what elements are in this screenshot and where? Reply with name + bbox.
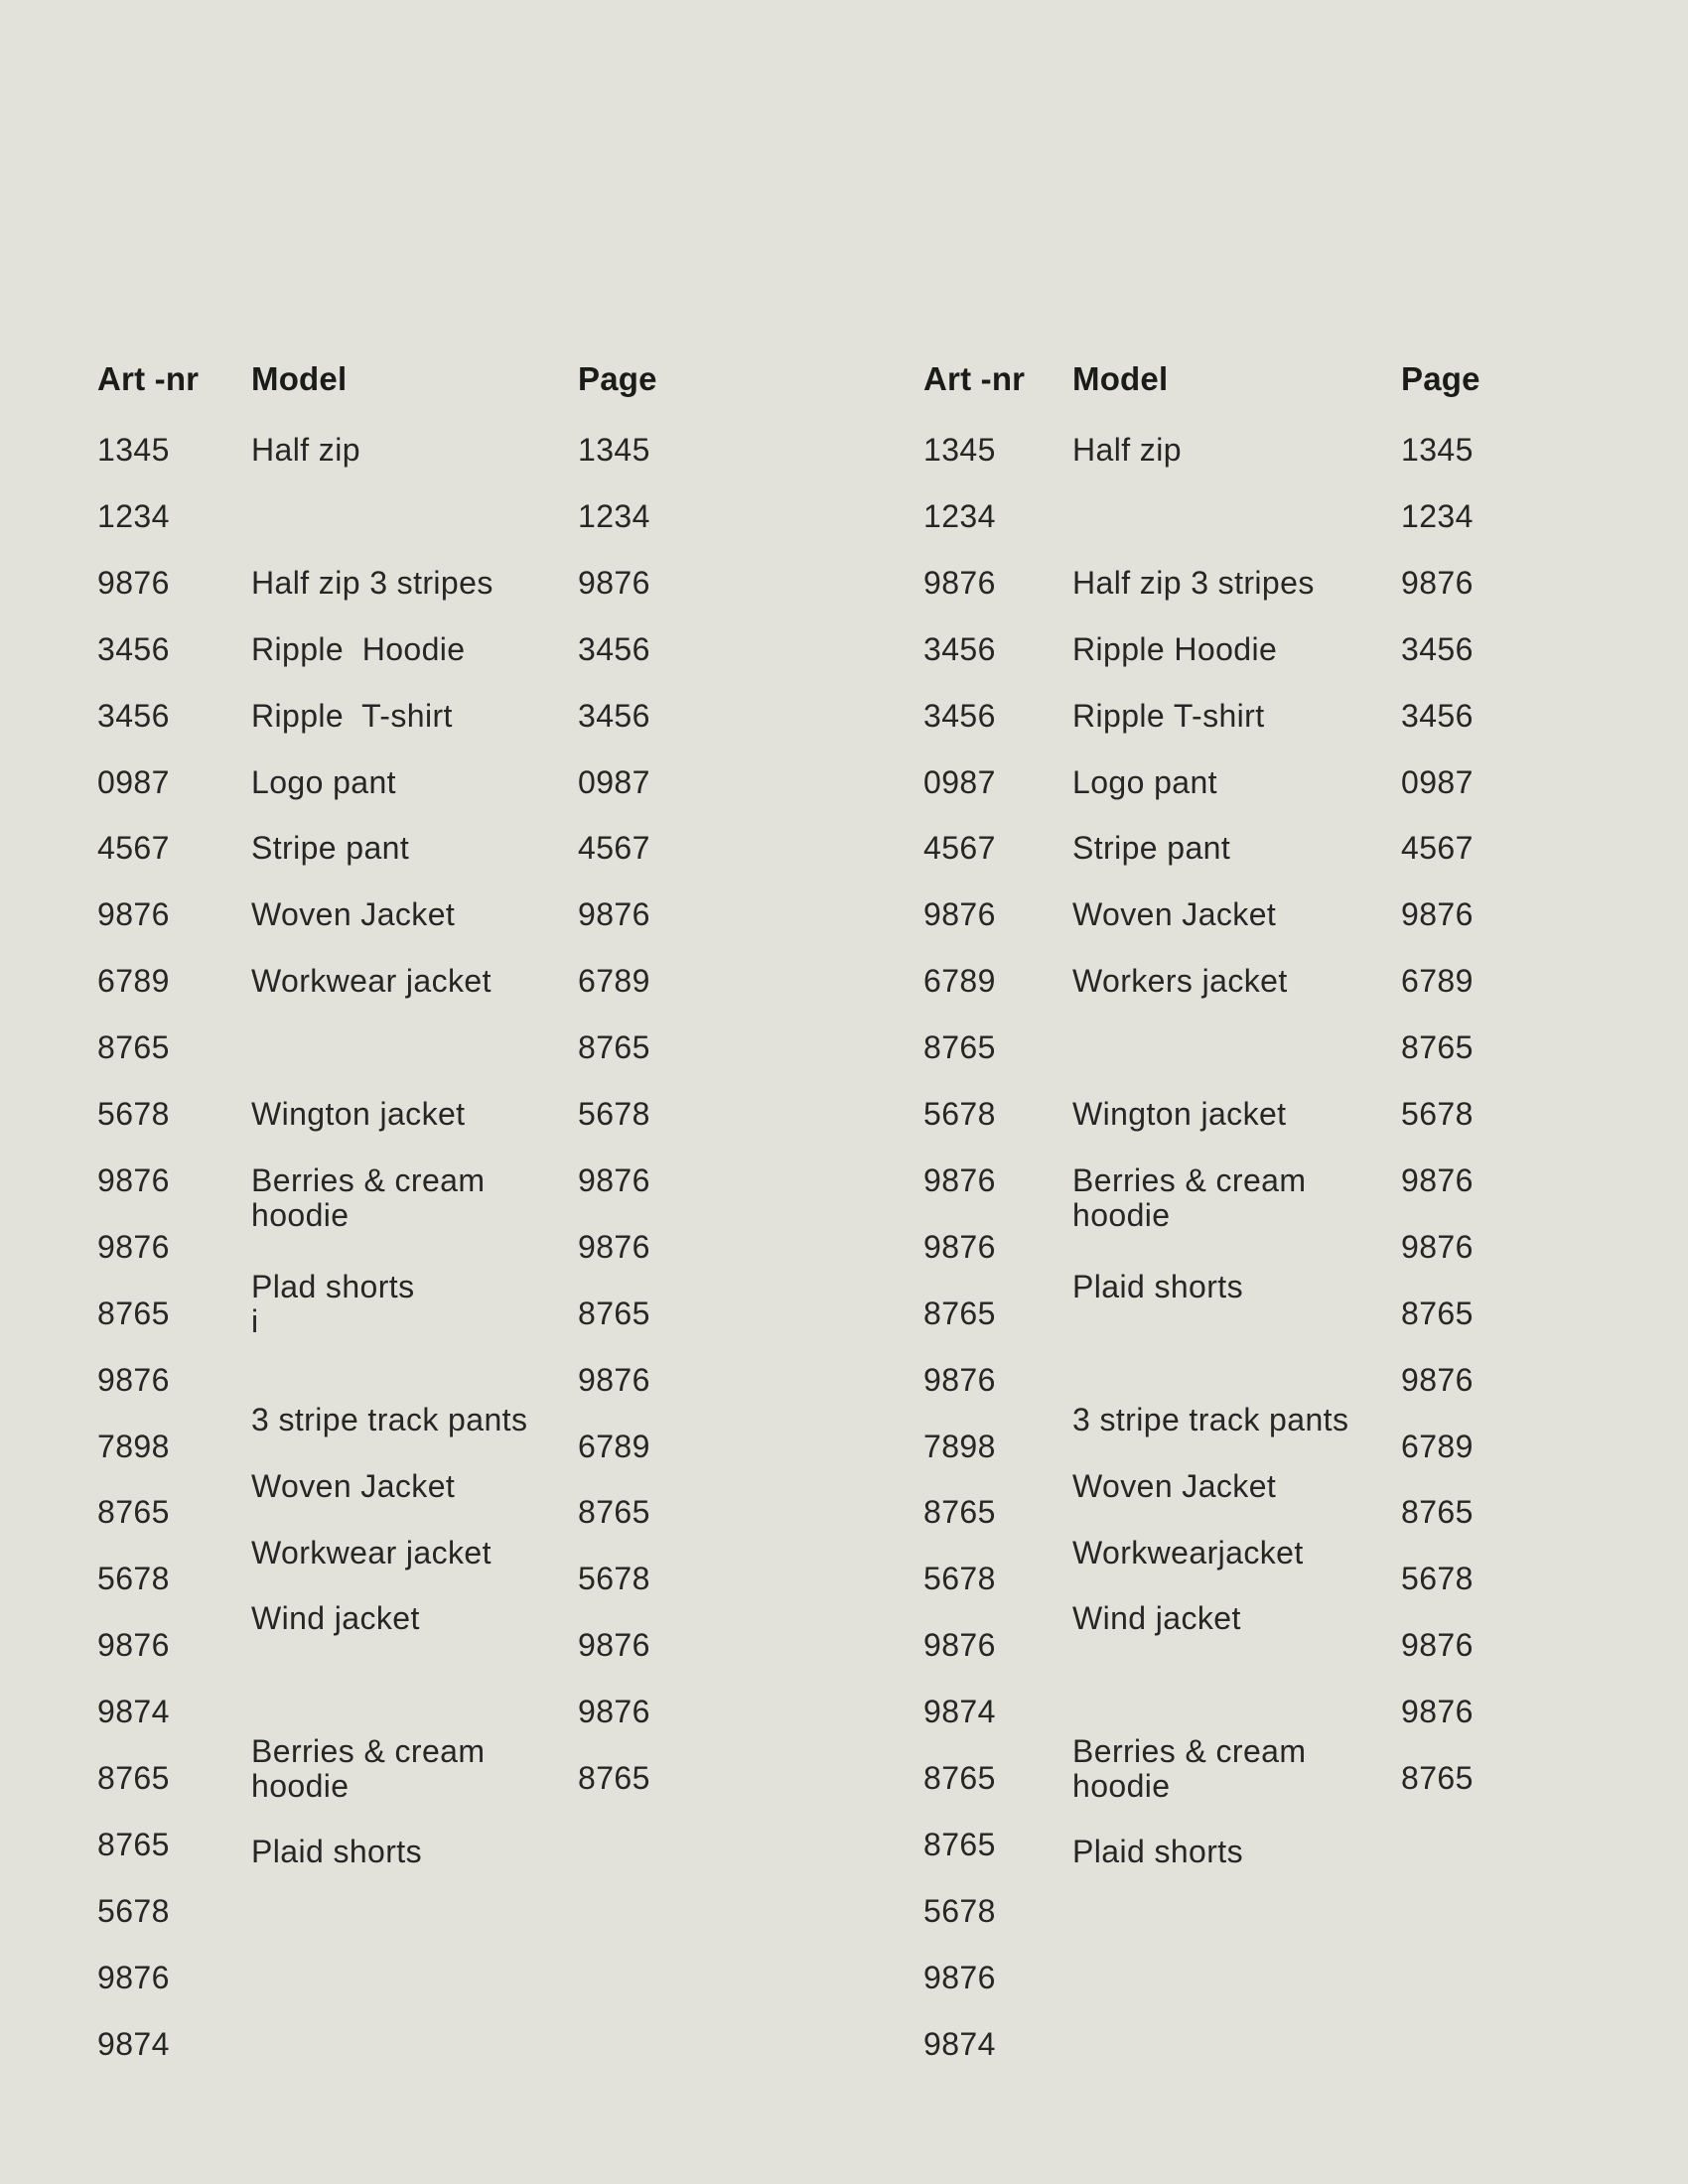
page-cell: 8765 bbox=[1401, 1494, 1474, 1530]
model-cell: hoodie bbox=[1072, 1197, 1171, 1233]
page-cell: 8765 bbox=[578, 1494, 650, 1530]
artnr-cell: 9876 bbox=[923, 896, 996, 932]
model-cell: hoodie bbox=[251, 1768, 350, 1804]
model-cell: Wington jacket bbox=[1072, 1096, 1287, 1132]
artnr-cell: 9874 bbox=[97, 1694, 170, 1729]
artnr-cell: 3456 bbox=[923, 698, 996, 734]
model-cell: Wington jacket bbox=[251, 1096, 466, 1132]
artnr-cell: 9876 bbox=[97, 1362, 170, 1398]
model-cell: Half zip bbox=[1072, 432, 1182, 468]
artnr-cell: 8765 bbox=[97, 1296, 170, 1331]
artnr-cell: 8765 bbox=[923, 1296, 996, 1331]
artnr-cell: 5678 bbox=[97, 1561, 170, 1596]
column-header-artnr: Art -nr bbox=[97, 360, 200, 397]
model-cell: Woven Jacket bbox=[1072, 896, 1277, 932]
page-cell: 5678 bbox=[578, 1096, 650, 1132]
page-cell: 8765 bbox=[578, 1296, 650, 1331]
page-cell: 8765 bbox=[578, 1029, 650, 1065]
page-cell: 5678 bbox=[1401, 1561, 1474, 1596]
model-cell: Plaid shorts bbox=[1072, 1834, 1243, 1869]
page-cell: 9876 bbox=[578, 565, 650, 601]
page-cell: 8765 bbox=[1401, 1029, 1474, 1065]
page-cell: 6789 bbox=[578, 963, 650, 999]
column-header-artnr: Art -nr bbox=[923, 360, 1026, 397]
artnr-cell: 4567 bbox=[97, 830, 170, 866]
artnr-cell: 8765 bbox=[923, 1494, 996, 1530]
model-cell: Workwear jacket bbox=[251, 1535, 492, 1570]
page-cell: 9876 bbox=[578, 1362, 650, 1398]
artnr-cell: 9876 bbox=[97, 1627, 170, 1663]
model-cell: hoodie bbox=[1072, 1768, 1171, 1804]
artnr-cell: 9874 bbox=[923, 2026, 996, 2062]
artnr-cell: 5678 bbox=[923, 1893, 996, 1929]
page-cell: 3456 bbox=[578, 698, 650, 734]
page-cell: 9876 bbox=[1401, 1162, 1474, 1198]
artnr-cell: 8765 bbox=[97, 1029, 170, 1065]
model-cell: Half zip 3 stripes bbox=[1072, 565, 1315, 601]
model-cell: Ripple T-shirt bbox=[251, 698, 453, 734]
model-cell: Ripple T-shirt bbox=[1072, 698, 1265, 734]
page-cell: 3456 bbox=[1401, 698, 1474, 734]
page-cell: 9876 bbox=[1401, 1627, 1474, 1663]
column-header-model: Model bbox=[251, 360, 348, 397]
artnr-cell: 8765 bbox=[923, 1760, 996, 1796]
artnr-cell: 3456 bbox=[97, 698, 170, 734]
artnr-cell: 6789 bbox=[97, 963, 170, 999]
model-cell: Berries & cream bbox=[1072, 1162, 1307, 1198]
page-cell: 8765 bbox=[578, 1760, 650, 1796]
artnr-cell: 7898 bbox=[97, 1429, 170, 1464]
model-cell: Plad shorts bbox=[251, 1269, 415, 1304]
model-cell: Stripe pant bbox=[251, 830, 410, 866]
page-cell: 1345 bbox=[578, 432, 650, 468]
page-cell: 8765 bbox=[1401, 1760, 1474, 1796]
artnr-cell: 3456 bbox=[923, 631, 996, 667]
page-cell: 1345 bbox=[1401, 432, 1474, 468]
model-cell: Half zip bbox=[251, 432, 360, 468]
column-header-model: Model bbox=[1072, 360, 1169, 397]
model-cell: Workwear jacket bbox=[251, 963, 492, 999]
artnr-cell: 8765 bbox=[923, 1029, 996, 1065]
page-cell: 4567 bbox=[1401, 830, 1474, 866]
artnr-cell: 1234 bbox=[923, 498, 996, 534]
artnr-cell: 0987 bbox=[923, 764, 996, 800]
artnr-cell: 9874 bbox=[923, 1694, 996, 1729]
artnr-cell: 9874 bbox=[97, 2026, 170, 2062]
model-cell: Workers jacket bbox=[1072, 963, 1288, 999]
artnr-cell: 4567 bbox=[923, 830, 996, 866]
artnr-cell: 9876 bbox=[923, 1229, 996, 1265]
model-cell: Berries & cream bbox=[1072, 1733, 1307, 1769]
artnr-cell: 9876 bbox=[97, 1162, 170, 1198]
artnr-cell: 9876 bbox=[923, 1627, 996, 1663]
page-cell: 0987 bbox=[578, 764, 650, 800]
artnr-cell: 8765 bbox=[97, 1827, 170, 1862]
artnr-cell: 9876 bbox=[97, 896, 170, 932]
page-cell: 3456 bbox=[578, 631, 650, 667]
artnr-cell: 5678 bbox=[97, 1096, 170, 1132]
model-cell: Plaid shorts bbox=[1072, 1269, 1243, 1304]
page-cell: 9876 bbox=[1401, 565, 1474, 601]
page-cell: 5678 bbox=[578, 1561, 650, 1596]
model-cell: Wind jacket bbox=[1072, 1600, 1241, 1636]
model-cell: Woven Jacket bbox=[251, 896, 456, 932]
model-cell: Stripe pant bbox=[1072, 830, 1231, 866]
model-cell: Plaid shorts bbox=[251, 1834, 422, 1869]
page-cell: 9876 bbox=[578, 1162, 650, 1198]
artnr-cell: 5678 bbox=[923, 1096, 996, 1132]
page-cell: 9876 bbox=[1401, 1694, 1474, 1729]
artnr-cell: 9876 bbox=[97, 1229, 170, 1265]
model-cell: Berries & cream bbox=[251, 1733, 486, 1769]
artnr-cell: 8765 bbox=[97, 1494, 170, 1530]
page-cell: 9876 bbox=[578, 1694, 650, 1729]
page-cell: 9876 bbox=[1401, 1362, 1474, 1398]
model-cell: Berries & cream bbox=[251, 1162, 486, 1198]
artnr-cell: 9876 bbox=[923, 565, 996, 601]
model-cell: Half zip 3 stripes bbox=[251, 565, 493, 601]
model-cell: Logo pant bbox=[1072, 764, 1217, 800]
model-cell: Woven Jacket bbox=[1072, 1468, 1277, 1504]
artnr-cell: 9876 bbox=[97, 1960, 170, 1995]
model-cell: Wind jacket bbox=[251, 1600, 420, 1636]
page-cell: 9876 bbox=[1401, 896, 1474, 932]
artnr-cell: 6789 bbox=[923, 963, 996, 999]
page-cell: 0987 bbox=[1401, 764, 1474, 800]
model-cell: Ripple Hoodie bbox=[1072, 631, 1278, 667]
page-cell: 4567 bbox=[578, 830, 650, 866]
model-cell: 3 stripe track pants bbox=[1072, 1402, 1349, 1437]
artnr-cell: 1234 bbox=[97, 498, 170, 534]
artnr-cell: 9876 bbox=[97, 565, 170, 601]
page-cell: 6789 bbox=[578, 1429, 650, 1464]
artnr-cell: 3456 bbox=[97, 631, 170, 667]
artnr-cell: 0987 bbox=[97, 764, 170, 800]
column-header-page: Page bbox=[578, 360, 657, 397]
model-cell: i bbox=[251, 1303, 259, 1339]
page-cell: 9876 bbox=[578, 1627, 650, 1663]
artnr-cell: 5678 bbox=[923, 1561, 996, 1596]
page-cell: 1234 bbox=[1401, 498, 1474, 534]
page-cell: 6789 bbox=[1401, 963, 1474, 999]
artnr-cell: 7898 bbox=[923, 1429, 996, 1464]
artnr-cell: 9876 bbox=[923, 1162, 996, 1198]
model-cell: Workwearjacket bbox=[1072, 1535, 1304, 1570]
artnr-cell: 1345 bbox=[923, 432, 996, 468]
model-cell: Logo pant bbox=[251, 764, 396, 800]
page-cell: 3456 bbox=[1401, 631, 1474, 667]
artnr-cell: 9876 bbox=[923, 1960, 996, 1995]
artnr-cell: 5678 bbox=[97, 1893, 170, 1929]
artnr-cell: 1345 bbox=[97, 432, 170, 468]
artnr-cell: 8765 bbox=[97, 1760, 170, 1796]
page-cell: 1234 bbox=[578, 498, 650, 534]
model-cell: hoodie bbox=[251, 1197, 350, 1233]
artnr-cell: 8765 bbox=[923, 1827, 996, 1862]
model-cell: Ripple Hoodie bbox=[251, 631, 466, 667]
page-cell: 6789 bbox=[1401, 1429, 1474, 1464]
page-cell: 9876 bbox=[578, 1229, 650, 1265]
model-cell: Woven Jacket bbox=[251, 1468, 456, 1504]
page-cell: 9876 bbox=[578, 896, 650, 932]
page-cell: 8765 bbox=[1401, 1296, 1474, 1331]
column-header-page: Page bbox=[1401, 360, 1480, 397]
page-cell: 5678 bbox=[1401, 1096, 1474, 1132]
page-cell: 9876 bbox=[1401, 1229, 1474, 1265]
model-cell: 3 stripe track pants bbox=[251, 1402, 528, 1437]
artnr-cell: 9876 bbox=[923, 1362, 996, 1398]
